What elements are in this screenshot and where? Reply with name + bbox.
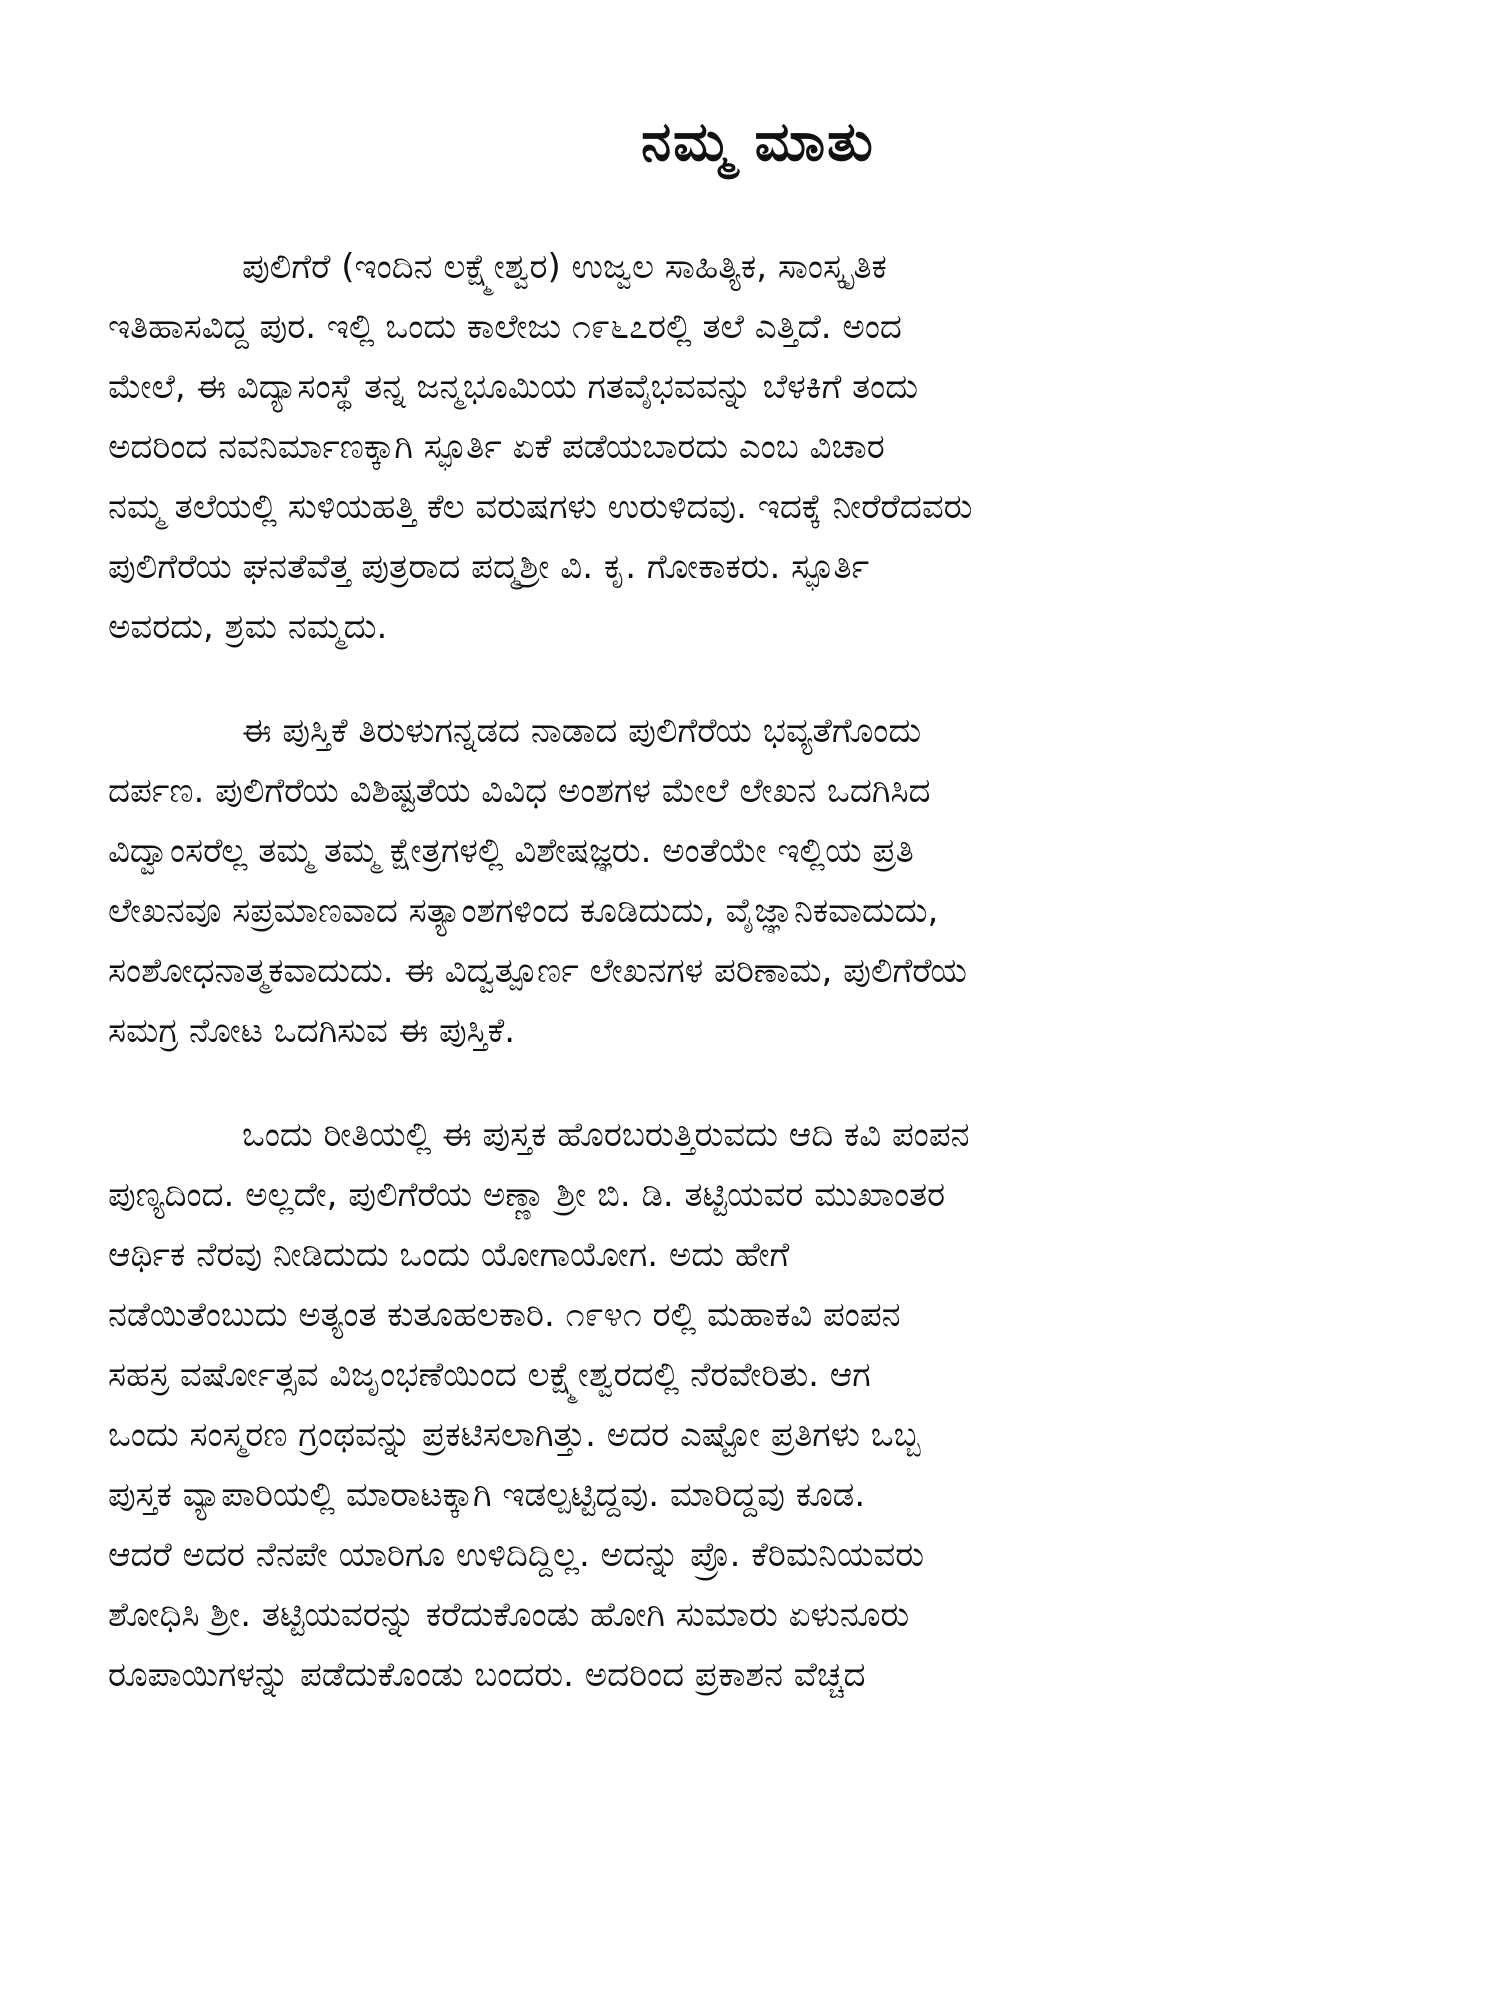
paragraph-1 — [108, 237, 1408, 657]
text-line: ಆದರೆ ಅದರ ನೆನಪೇ ಯಾರಿಗೂ ಉಳಿದಿದ್ದಿಲ್ಲ. ಅದನ್ನು ಪ್ರೊ. ಕೆರಿಮನಿಯವರು — [108, 1534, 925, 1575]
text-line: ಸಂಶೋಧನಾತ್ಮಕವಾದುದು. ಈ ವಿದ್ವತ್ಪೂರ್ಣ ಲೇಖನಗಳ ಪರಿಣಾಮ, ಪುಲಿಗೆರೆಯ — [108, 950, 967, 991]
paragraph-2 — [108, 701, 1408, 1061]
text-line: ಮೇಲೆ, ಈ ವಿದ್ಯಾಸಂಸ್ಥೆ ತನ್ನ ಜನ್ಮಭೂಮಿಯ ಗತವೈಭವವನ್ನು ಬೆಳಕಿಗೆ ತಂದು — [108, 366, 919, 407]
text-line: ವಿದ್ವಾಂಸರೆಲ್ಲ ತಮ್ಮ ತಮ್ಮ ಕ್ಷೇತ್ರಗಳಲ್ಲಿ ವಿಶೇಷಜ್ಞರು. ಅಂತೆಯೇ ಇಲ್ಲಿಯ ಪ್ರತಿ — [108, 830, 914, 871]
text-line: ನಮ್ಮ ತಲೆಯಲ್ಲಿ ಸುಳಿಯಹತ್ತಿ ಕೆಲ ವರುಷಗಳು ಉರುಳಿದವು. ಇದಕ್ಕೆ ನೀರೆರೆದವರು — [108, 486, 973, 527]
text-line: ಪುಲಿಗೆರೆಯ ಘನತೆವೆತ್ತ ಪುತ್ರರಾದ ಪದ್ಮಶ್ರೀ ವಿ. ಕೃ. ಗೋಕಾಕರು. ಸ್ಫೂರ್ತಿ — [108, 546, 870, 587]
text-line: ದರ್ಪಣ. ಪುಲಿಗೆರೆಯ ವಿಶಿಷ್ಟತೆಯ ವಿವಿಧ ಅಂಶಗಳ ಮೇಲೆ ಲೇಖನ ಒದಗಿಸಿದ — [108, 770, 931, 811]
text-line: ಸಹಸ್ರ ವರ್ಷೋತ್ಸವ ವಿಜೃಂಭಣೆಯಿಂದ ಲಕ್ಷ್ಮೇಶ್ವರದಲ್ಲಿ ನೆರವೇರಿತು. ಆಗ — [108, 1354, 871, 1395]
text-line: ಒಂದು ರೀತಿಯಲ್ಲಿ ಈ ಪುಸ್ತಕ ಹೊರಬರುತ್ತಿರುವದು ಆದಿ ಕವಿ ಪಂಪನ — [242, 1114, 970, 1155]
text-line: ಅದರಿಂದ ನವನಿರ್ಮಾಣಕ್ಕಾಗಿ ಸ್ಫೂರ್ತಿ ಏಕೆ ಪಡೆಯಬಾರದು ಎಂಬ ವಿಚಾರ — [108, 426, 885, 467]
text-line: ಪುಸ್ತಕ ವ್ಯಾಪಾರಿಯಲ್ಲಿ ಮಾರಾಟಕ್ಕಾಗಿ ಇಡಲ್ಪಟ್ಟಿದ್ದವು. ಮಾರಿದ್ದವು ಕೂಡ. — [108, 1474, 866, 1515]
text-line: ಒಂದು ಸಂಸ್ಮರಣ ಗ್ರಂಥವನ್ನು ಪ್ರಕಟಿಸಲಾಗಿತ್ತು. ಅದರ ಎಷ್ಟೋ ಪ್ರತಿಗಳು ಒಬ್ಬ — [108, 1414, 921, 1455]
text-line: ಪುಲಿಗೆರೆ (ಇಂದಿನ ಲಕ್ಷ್ಮೇಶ್ವರ) ಉಜ್ವಲ ಸಾಹಿತ್ಯಿಕ, ಸಾಂಸ್ಕೃತಿಕ — [242, 246, 887, 287]
text-line: ಅವರದು, ಶ್ರಮ ನಮ್ಮದು. — [108, 606, 388, 647]
text-line: ಲೇಖನವೂ ಸಪ್ರಮಾಣವಾದ ಸತ್ಯಾಂಶಗಳಿಂದ ಕೂಡಿದುದು, ವೈಜ್ಞಾನಿಕವಾದುದು, — [108, 890, 939, 931]
page-title: ನಮ್ಮ ಮಾತು — [641, 110, 875, 173]
text-line: ಆರ್ಥಿಕ ನೆರವು ನೀಡಿದುದು ಒಂದು ಯೋಗಾಯೋಗ. ಅದು ಹೇಗೆ — [108, 1234, 790, 1275]
text-line: ಈ ಪುಸ್ತಿಕೆ ತಿರುಳುಗನ್ನಡದ ನಾಡಾದ ಪುಲಿಗೆರೆಯ ಭವ್ಯತೆಗೊಂದು — [242, 710, 922, 751]
text-line: ಶೋಧಿಸಿ ಶ್ರೀ. ತಟ್ಟಿಯವರನ್ನು ಕರೆದುಕೊಂಡು ಹೋಗಿ ಸುಮಾರು ಏಳುನೂರು — [108, 1594, 910, 1635]
text-line: ಇತಿಹಾಸವಿದ್ದ ಪುರ. ಇಲ್ಲಿ ಒಂದು ಕಾಲೇಜು ೧೯೬೭ರಲ್ಲಿ ತಲೆ ಎತ್ತಿದೆ. ಅಂದ — [108, 306, 902, 347]
text-line: ಸಮಗ್ರ ನೋಟ ಒದಗಿಸುವ ಈ ಪುಸ್ತಿಕೆ. — [108, 1010, 516, 1051]
text-line: ಪುಣ್ಯದಿಂದ. ಅಲ್ಲದೇ, ಪುಲಿಗೆರೆಯ ಅಣ್ಣಾ ಶ್ರೀ ಬಿ. ಡಿ. ತಟ್ಟಿಯವರ ಮುಖಾಂತರ — [108, 1174, 946, 1215]
text-line: ನಡೆಯಿತೆಂಬುದು ಅತ್ಯಂತ ಕುತೂಹಲಕಾರಿ. ೧೯೪೧ ರಲ್ಲಿ ಮಹಾಕವಿ ಪಂಪನ — [108, 1294, 901, 1335]
paragraph-3 — [108, 1105, 1408, 1705]
text-line: ರೂಪಾಯಿಗಳನ್ನು ಪಡೆದುಕೊಂಡು ಬಂದರು. ಅದರಿಂದ ಪ್ರಕಾಶನ ವೆಚ್ಚದ — [108, 1654, 866, 1695]
